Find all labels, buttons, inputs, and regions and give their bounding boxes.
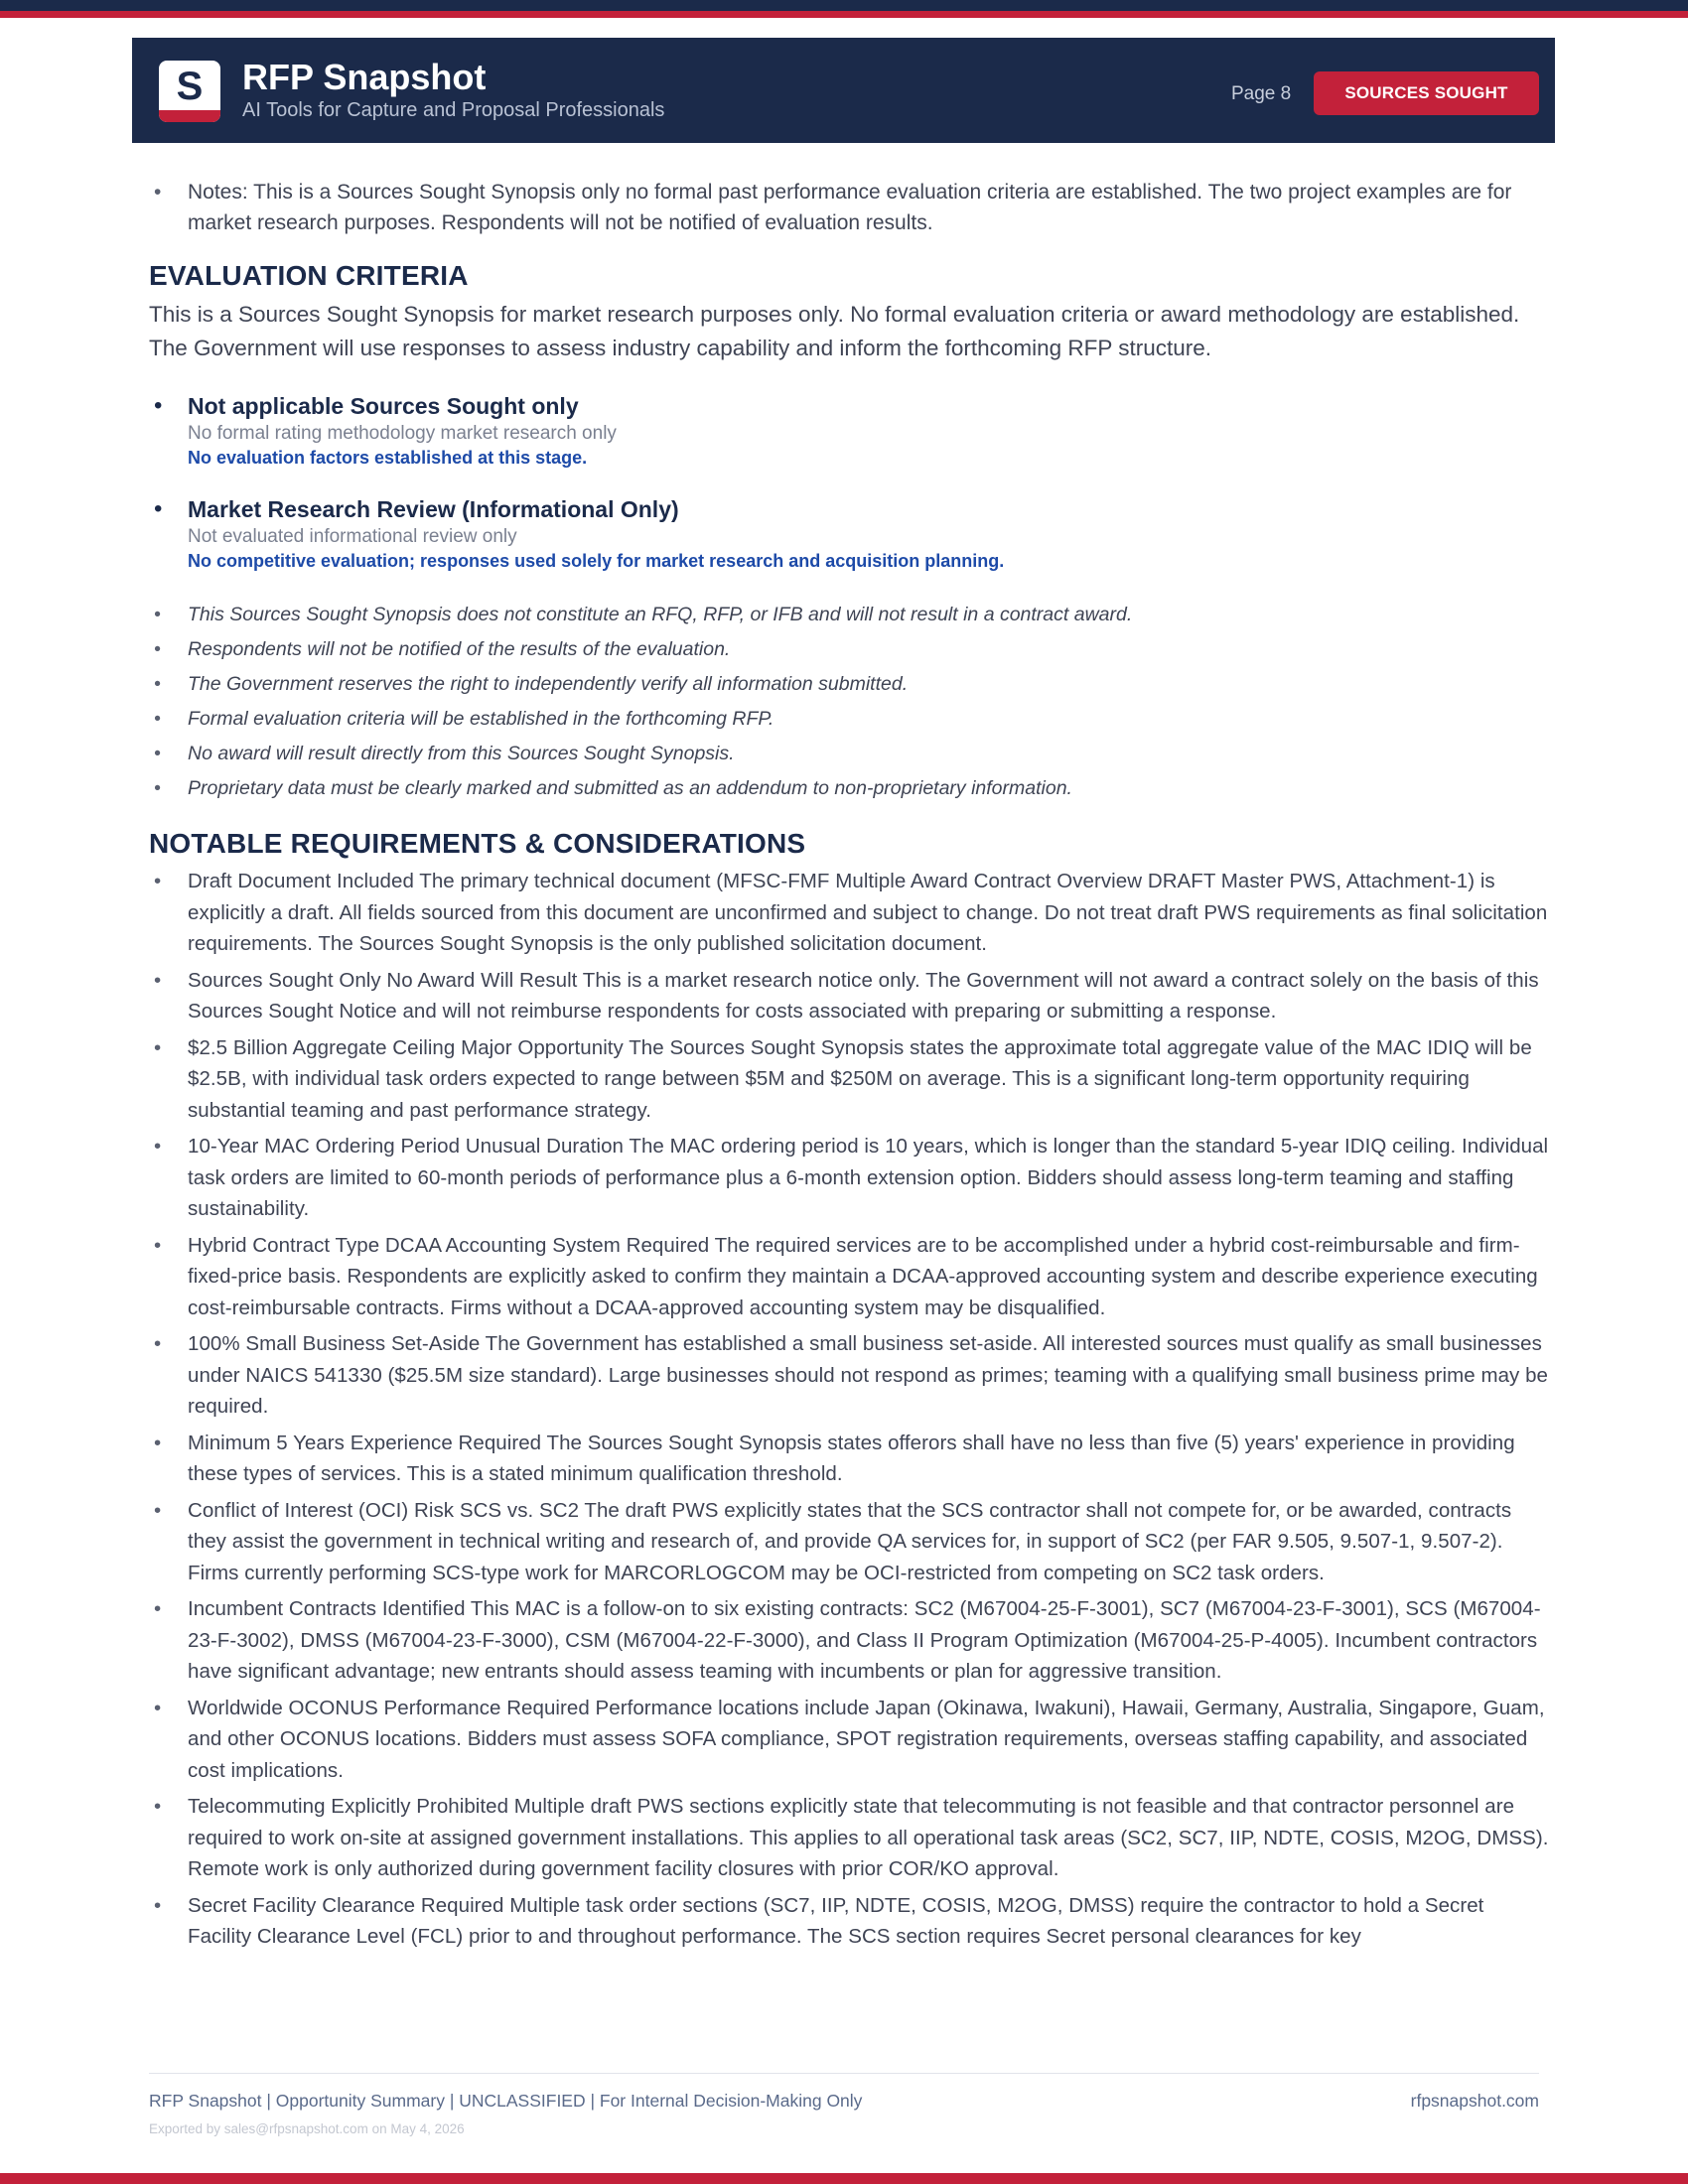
- list-item: • 10-Year MAC Ordering Period Unusual Duration The MAC ordering period is 10 years, which is longer than the standard 5-year IDIQ ceiling. Individual task orders are limited to 60-month periods of performance plus a 6-month extension option. Bidders should assess long-term teaming and staffing sustainability.: [149, 1131, 1549, 1225]
- page-header: [132, 38, 1555, 143]
- notable-requirements-heading: NOTABLE REQUIREMENTS & CONSIDERATIONS: [149, 828, 806, 859]
- list-item: • Respondents will not be notified of the results of the evaluation.: [149, 632, 1549, 667]
- list-item: • $2.5 Billion Aggregate Ceiling Major Opportunity The Sources Sought Synopsis states the approximate total aggregate value of the MAC IDIQ will be $2.5B, with individual task orders expected to range between $5M and $250M on average. This is a significant long-term opportunity requiring substantial teaming and past performance strategy.: [149, 1032, 1549, 1127]
- evaluation-factor: [149, 494, 1549, 574]
- factor-note: No evaluation factors established at this stage.: [188, 448, 588, 468]
- notes-list: [149, 177, 1549, 238]
- factor-title: • Market Research Review (Informational Only): [188, 496, 679, 522]
- evaluation-intro: This is a Sources Sought Synopsis for market research purposes only. No formal evaluation criteria or award methodology are established. The Government will use responses to assess industry capability and inform the forthcoming RFP structure.: [149, 302, 1520, 360]
- status-badge: SOURCES SOUGHT: [1314, 71, 1539, 115]
- list-item: • Secret Facility Clearance Required Multiple task order sections (SC7, IIP, NDTE, COSIS, M2OG, DMSS) require the contractor to hold a Secret Facility Clearance Level (FCL) prior to and throughout performance. The SCS section requires Secret personal clearances for key: [149, 1890, 1549, 1953]
- factor-title: • Not applicable Sources Sought only: [188, 393, 579, 419]
- list-item: • Draft Document Included The primary technical document (MFSC-FMF Multiple Award Contract Overview DRAFT Master PWS, Attachment-1) is explicitly a draft. All fields sourced from this document are unconfirmed and subject to change. Do not treat draft PWS requirements as final solicitation requirements. The Sources Sought Synopsis is the only published solicitation document.: [149, 866, 1549, 960]
- logo-letter: S: [176, 65, 204, 108]
- logo-accent-bar: [159, 110, 220, 122]
- list-item: • 100% Small Business Set-Aside The Government has established a small business set-aside. All interested sources must qualify as small businesses under NAICS 541330 ($25.5M size standard). Large businesses should not respond as primes; teaming with a qualifying small business prime may be required.: [149, 1328, 1549, 1423]
- list-item: • Proprietary data must be clearly marked and submitted as an addendum to non-proprietary information.: [149, 771, 1549, 806]
- evaluation-criteria-heading: EVALUATION CRITERIA: [149, 260, 469, 291]
- evaluation-conditions-list: [149, 598, 1549, 806]
- notable-requirements-list: [149, 866, 1549, 1953]
- list-item: • This Sources Sought Synopsis does not constitute an RFQ, RFP, or IFB and will not result in a contract award.: [149, 598, 1549, 632]
- page-number: Page 8: [1231, 83, 1292, 104]
- evaluation-factor: [149, 391, 1549, 471]
- main-content: [149, 177, 1549, 1958]
- footer-divider: [149, 2073, 1539, 2074]
- factor-rating: Not evaluated informational review only: [188, 526, 517, 547]
- list-item: • No award will result directly from this Sources Sought Synopsis.: [149, 737, 1549, 771]
- bottom-stripe-red: [0, 2173, 1688, 2184]
- list-item: • Sources Sought Only No Award Will Result This is a market research notice only. The Government will not award a contract solely on the basis of this Sources Sought Notice and will not reimburse respondents for costs associated with preparing or submitting a response.: [149, 965, 1549, 1027]
- top-stripe-red: [0, 11, 1688, 18]
- list-item: • The Government reserves the right to independently verify all information submitted.: [149, 667, 1549, 702]
- footer-label: RFP Snapshot | Opportunity Summary | UNCLASSIFIED | For Internal Decision-Making Only: [149, 2091, 863, 2111]
- footer-site-link[interactable]: rfpsnapshot.com: [1410, 2091, 1539, 2111]
- list-item: • Conflict of Interest (OCI) Risk SCS vs. SC2 The draft PWS explicitly states that the SCS contractor shall not compete for, or be awarded, contracts they assist the government in technical writing and research of, and provide QA services for, in support of SC2 (per FAR 9.505, 9.507-1, 9.507-2). Firms currently performing SCS-type work for MARCORLOGCOM may be OCI-restricted from competing on SC2 task orders.: [149, 1495, 1549, 1589]
- top-stripe-navy: [0, 0, 1688, 11]
- list-item: • Incumbent Contracts Identified This MAC is a follow-on to six existing contracts: SC2 (M67004-25-F-3001), SC7 (M67004-23-F-3001), SCS (M67004-23-F-3002), DMSS (M67004-23-F-3000), CSM (M67004-22-F-3000), and Class II Program Optimization (M67004-25-P-4005). Incumbent contractors have significant advantage; new entrants should assess teaming with incumbents or plan for aggressive transition.: [149, 1593, 1549, 1688]
- evaluation-factors: [149, 391, 1549, 574]
- list-item: • Hybrid Contract Type DCAA Accounting System Required The required services are to be accomplished under a hybrid cost-reimbursable and firm-fixed-price basis. Respondents are explicitly asked to confirm they maintain a DCAA-approved accounting system and describe experience executing cost-reimbursable contracts. Firms without a DCAA-approved accounting system may be disqualified.: [149, 1230, 1549, 1324]
- list-item: • Notes: This is a Sources Sought Synopsis only no formal past performance evaluation criteria are established. The two project examples are for market research purposes. Respondents will not be notified of evaluation results.: [149, 177, 1549, 238]
- list-item: • Minimum 5 Years Experience Required The Sources Sought Synopsis states offerors shall have no less than five (5) years' experience in providing these types of services. This is a stated minimum qualification threshold.: [149, 1428, 1549, 1490]
- list-item: • Worldwide OCONUS Performance Required Performance locations include Japan (Okinawa, Iwakuni), Hawaii, Germany, Australia, Singapore, Guam, and other OCONUS locations. Bidders must assess SOFA compliance, SPOT registration requirements, overseas staffing capability, and associated cost implications.: [149, 1693, 1549, 1787]
- list-item: • Telecommuting Explicitly Prohibited Multiple draft PWS sections explicitly state that telecommuting is not feasible and that contractor personnel are required to work on-site at assigned government installations. This applies to all operational task areas (SC2, SC7, IIP, NDTE, COSIS, M2OG, DMSS). Remote work is only authorized during government facility closures with prior COR/KO approval.: [149, 1791, 1549, 1885]
- factor-note: No competitive evaluation; responses used solely for market research and acquisition planning.: [188, 551, 1005, 571]
- export-note: Exported by sales@rfpsnapshot.com on May 4, 2026: [149, 2121, 465, 2136]
- brand-title: RFP Snapshot: [242, 57, 487, 97]
- list-item: • Formal evaluation criteria will be established in the forthcoming RFP.: [149, 702, 1549, 737]
- factor-rating: No formal rating methodology market research only: [188, 423, 617, 444]
- brand-logo: [159, 61, 220, 122]
- brand-subtitle: AI Tools for Capture and Proposal Professionals: [242, 99, 665, 121]
